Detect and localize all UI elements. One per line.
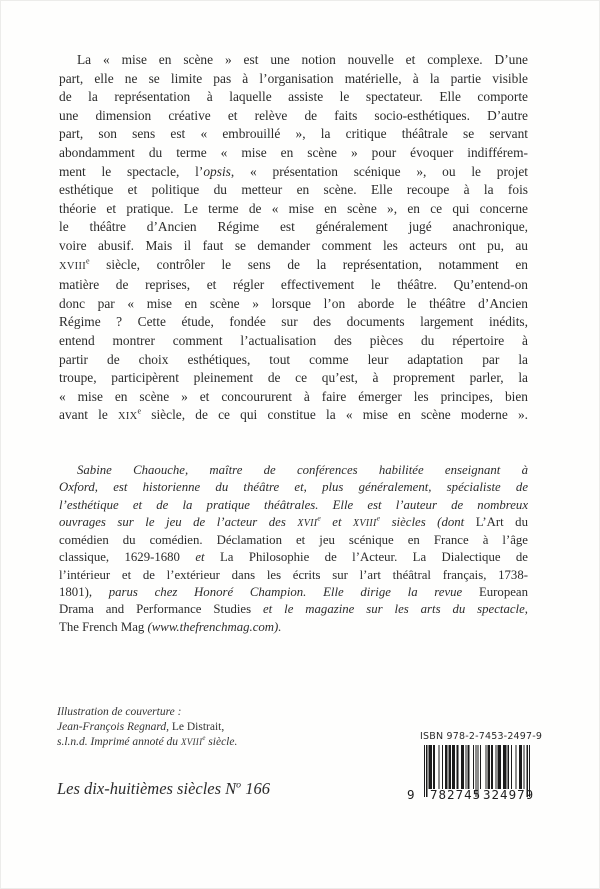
text-line: l’intérieur et de l’extérieur dans les écrits sur l’art théâtral français, 1738- xyxy=(59,567,528,582)
text-line: abondamment du terme « mise en scène » pour évoquer indifférem- xyxy=(59,144,528,160)
cover-illustration-credit xyxy=(57,705,237,750)
barcode-digits-left: 782745 xyxy=(430,787,482,802)
text-line: Illustration de couverture : xyxy=(57,706,182,718)
series-number-line xyxy=(57,779,270,799)
isbn-barcode-block xyxy=(406,731,546,803)
text-line: Les dix-huitièmes siècles $N^o$ 166 xyxy=(57,779,270,798)
text-line: matière de reprises, et régler effectivement le théâtre. Qu’entend-on xyxy=(59,277,528,293)
synopsis-paragraph xyxy=(59,51,528,427)
text-line: classique, 1629-1680 et La Philosophie de l’Acteur. La Dialectique de xyxy=(59,550,528,565)
text-line: voire abusif. Mais il faut se demander comment les acteurs ont pu, au xyxy=(59,237,528,253)
text-line: s.l.n.d. Imprimé annoté du XVIIIe siècle. xyxy=(57,735,238,748)
text-line: part, son sens est « embrouillé », la critique théâtrale se servant xyxy=(59,126,528,142)
text-line: ouvrages sur le jeu de l’acteur des XVIIe et XVIIIe siècles (dont L’Art du xyxy=(59,513,528,529)
author-bio-paragraph xyxy=(59,462,528,636)
text-line: le théâtre d’Ancien Régime est généralement jugé anachronique, xyxy=(59,219,528,235)
text-line: Jean-François Regnard, Le Distrait, xyxy=(57,721,225,733)
text-line: ment le spectacle, l’opsis, « présentation scénique », ou le projet xyxy=(59,163,528,179)
text-line: XVIIIe siècle, contrôler le sens de la représentation, notamment en xyxy=(59,256,528,272)
text-line: The French Mag (www.thefrenchmag.com). xyxy=(59,619,282,634)
barcode-digits-right: 324979 xyxy=(483,787,535,802)
text-line: esthétique et politique du metteur en scène. Elle recoupe à la fois xyxy=(59,182,528,198)
text-line: part, elle ne se limite pas à l’organisation matérielle, à la partie visible xyxy=(59,70,528,86)
text-line: troupe, participèrent pleinement de ce qu’est, à proprement parler, la xyxy=(59,370,528,386)
text-line: l’esthétique et de la pratique théâtrales. Elle est l’auteur de nombreux xyxy=(59,497,528,512)
text-line: de la représentation à laquelle assiste le spectateur. Elle comporte xyxy=(59,89,528,105)
text-line: Oxford, est historienne du théâtre et, plus généralement, spécialiste de xyxy=(59,480,528,495)
barcode-digit-first: 9 xyxy=(407,787,415,802)
text-line: « mise en scène » et concoururent à faire émerger les principes, bien xyxy=(59,388,528,404)
isbn-label: ISBN 978-2-7453-2497-9 xyxy=(420,731,543,742)
text-line: La « mise en scène » est une notion nouvelle et complexe. D’une xyxy=(77,52,528,67)
text-line: théorie et pratique. Le terme de « mise en scène », en ce qui concerne xyxy=(59,200,528,216)
text-line: une dimension créative et relève de faits socio-esthétiques. D’autre xyxy=(59,107,528,123)
text-line: Drama and Performance Studies et le magazine sur les arts du spectacle, xyxy=(59,602,528,617)
text-line: entend montrer comment l’actualisation des pièces du répertoire à xyxy=(59,332,528,348)
text-line: avant le XIXe siècle, de ce qui constitue la « mise en scène moderne ». xyxy=(59,406,528,423)
text-line: 1801), parus chez Honoré Champion. Elle dirige la revue European xyxy=(59,585,528,600)
text-line: comédien du comédien. Déclamation et jeu scénique en France à l’âge xyxy=(59,533,528,548)
text-line: donc par « mise en scène » lorsque l’on aborde le théâtre d’Ancien xyxy=(59,295,528,311)
text-line: Régime ? Cette étude, fondée sur des documents largement inédits, xyxy=(59,314,528,330)
text-line: Sabine Chaouche, maître de conférences habilitée enseignant à xyxy=(77,463,528,477)
text-line: partir de choix esthétiques, tout comme leur adaptation par la xyxy=(59,351,528,367)
